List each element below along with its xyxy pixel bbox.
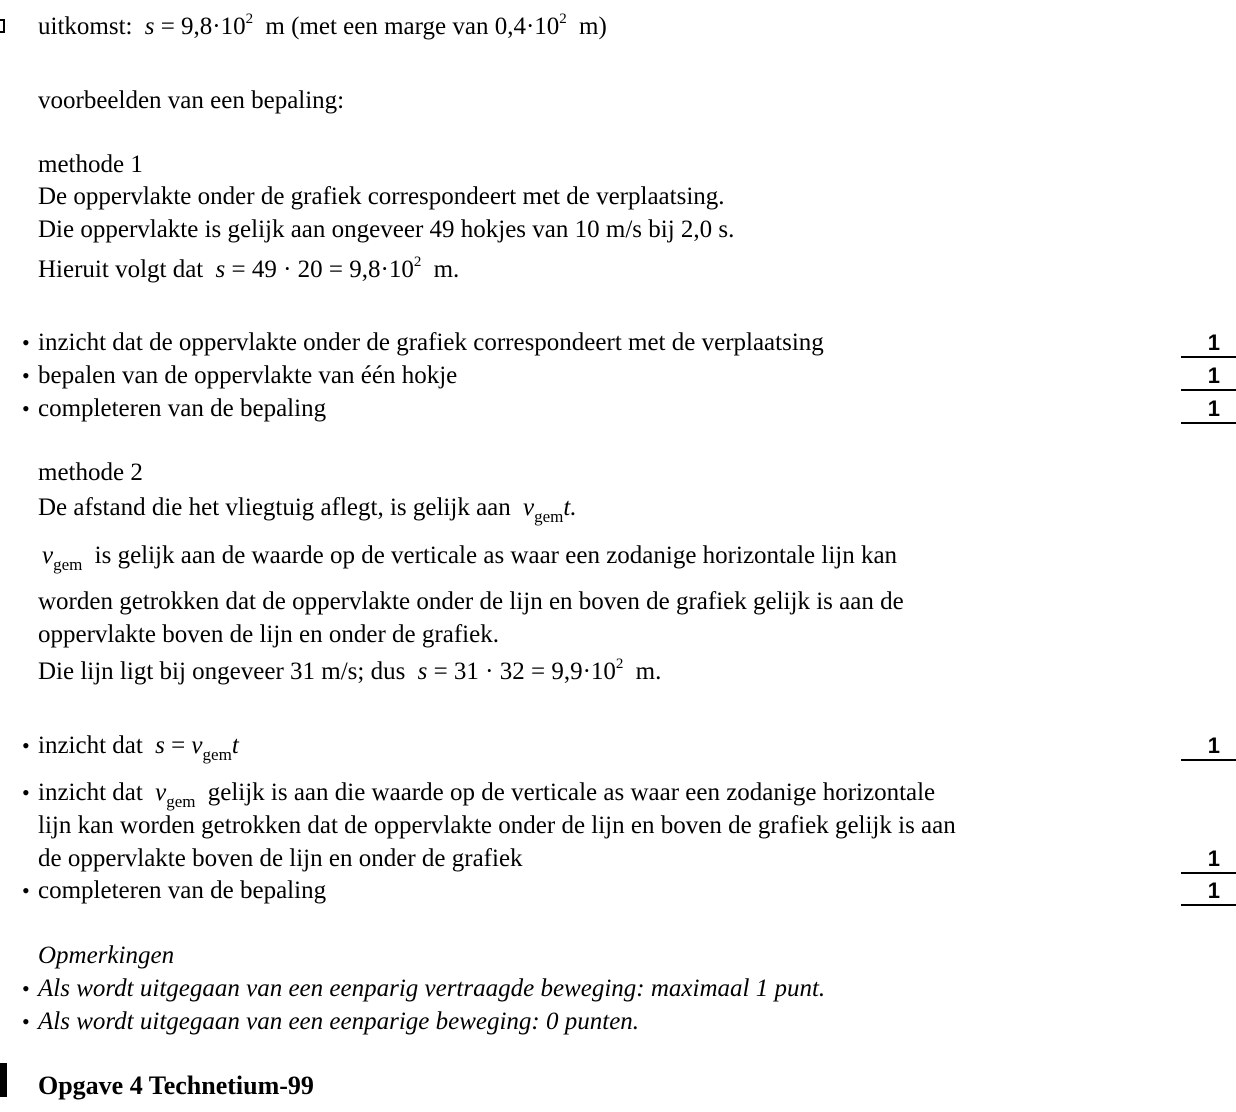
var-v: v <box>191 732 203 759</box>
equals: = <box>171 732 186 759</box>
bullet: • <box>22 330 30 355</box>
score: 1 <box>1181 396 1236 424</box>
exponent: 2 <box>559 11 567 27</box>
score: 1 <box>1181 363 1236 391</box>
unit: m. <box>433 256 460 283</box>
methode1-line3 <box>38 255 459 285</box>
formula: = 31 · 32 = 9,9·10 <box>433 658 616 685</box>
methode2-item-2 <box>38 778 936 811</box>
methode2-line4: oppervlakte boven de lijn en onder de grafiek. <box>38 621 499 648</box>
bullet: • <box>22 363 30 388</box>
var-t: t <box>231 732 239 759</box>
methode1-item-3: completeren van de bepaling <box>38 395 327 422</box>
exponent: 2 <box>615 656 624 672</box>
var-v: v <box>155 779 167 806</box>
methode2-title: methode 2 <box>38 459 143 486</box>
score: 1 <box>1181 733 1236 761</box>
checkbox-marker <box>0 19 5 33</box>
bullet: • <box>22 976 30 1001</box>
var-s: s <box>215 256 226 283</box>
bullet: • <box>22 780 30 805</box>
methode2-line1 <box>38 493 577 526</box>
var-v: v <box>42 542 54 569</box>
methode1-title: methode 1 <box>38 151 143 178</box>
text: Die lijn ligt bij ongeveer 31 m/s; dus <box>38 658 406 685</box>
text: inzicht dat <box>38 732 143 759</box>
score: 1 <box>1181 846 1236 874</box>
var-t: t. <box>563 494 577 521</box>
uitkomst-close: m) <box>579 13 607 40</box>
bullet: • <box>22 396 30 421</box>
methode1-line2: Die oppervlakte is gelijk aan ongeveer 49 hokjes van 10 m/s bij 2,0 s. <box>38 216 735 243</box>
bullet: • <box>22 878 30 903</box>
subscript-gem: gem <box>53 555 83 574</box>
methode2-line3: worden getrokken dat de oppervlakte onder de lijn en boven de grafiek gelijk is aan de <box>38 588 904 615</box>
methode1-line1: De oppervlakte onder de grafiek correspondeert met de verplaatsing. <box>38 183 725 210</box>
methode2-item-2-line3: de oppervlakte boven de lijn en onder de grafiek <box>38 845 523 872</box>
uitkomst-margin: m (met een marge van 0,4·10 <box>265 13 560 40</box>
opmerkingen-title: Opmerkingen <box>38 942 175 969</box>
uitkomst-label: uitkomst: <box>38 13 133 40</box>
text: inzicht dat <box>38 779 143 806</box>
opmerking-2: Als wordt uitgegaan van een eenparige beweging: 0 punten. <box>38 1008 640 1035</box>
var-s: s <box>417 658 428 685</box>
var-s: s <box>144 13 155 40</box>
exponent: 2 <box>245 11 254 27</box>
intro-text: voorbeelden van een bepaling: <box>38 87 345 114</box>
score: 1 <box>1181 330 1236 358</box>
methode2-item-2-line2: lijn kan worden getrokken dat de oppervlakte onder de lijn en boven de grafiek gelijk is aan <box>38 812 956 839</box>
subscript-gem: gem <box>166 792 196 811</box>
text: De afstand die het vliegtuig aflegt, is gelijk aan <box>38 494 511 521</box>
text: gelijk is aan die waarde op de verticale as waar een zodanige horizontale <box>207 779 936 806</box>
methode2-line2 <box>42 541 898 574</box>
subscript-gem: gem <box>202 745 232 764</box>
text: is gelijk aan de waarde op de verticale as waar een zodanige horizontale lijn kan <box>94 542 898 569</box>
uitkomst-value: = 9,8·10 <box>160 13 246 40</box>
methode2-item-3: completeren van de bepaling <box>38 877 327 904</box>
methode1-item-1: inzicht dat de oppervlakte onder de grafiek correspondeert met de verplaatsing <box>38 329 824 356</box>
var-v: v <box>523 494 535 521</box>
methode1-item-2: bepalen van de oppervlakte van één hokje <box>38 362 458 389</box>
methode2-line5 <box>38 657 661 687</box>
unit: m. <box>635 658 662 685</box>
var-s: s <box>155 732 165 759</box>
uitkomst-line <box>38 12 607 42</box>
score: 1 <box>1181 878 1236 906</box>
formula: = 49 · 20 = 9,8·10 <box>231 256 414 283</box>
subscript-gem: gem <box>534 507 564 526</box>
text: Hieruit volgt dat <box>38 256 204 283</box>
methode2-item-1 <box>38 731 239 764</box>
bullet: • <box>22 733 30 758</box>
opmerking-1: Als wordt uitgegaan van een eenparig vertraagde beweging: maximaal 1 punt. <box>38 975 826 1002</box>
exponent: 2 <box>413 254 422 270</box>
section-marker <box>0 1063 7 1097</box>
next-section-heading: Opgave 4 Technetium-99 <box>38 1071 314 1100</box>
bullet: • <box>22 1009 30 1034</box>
